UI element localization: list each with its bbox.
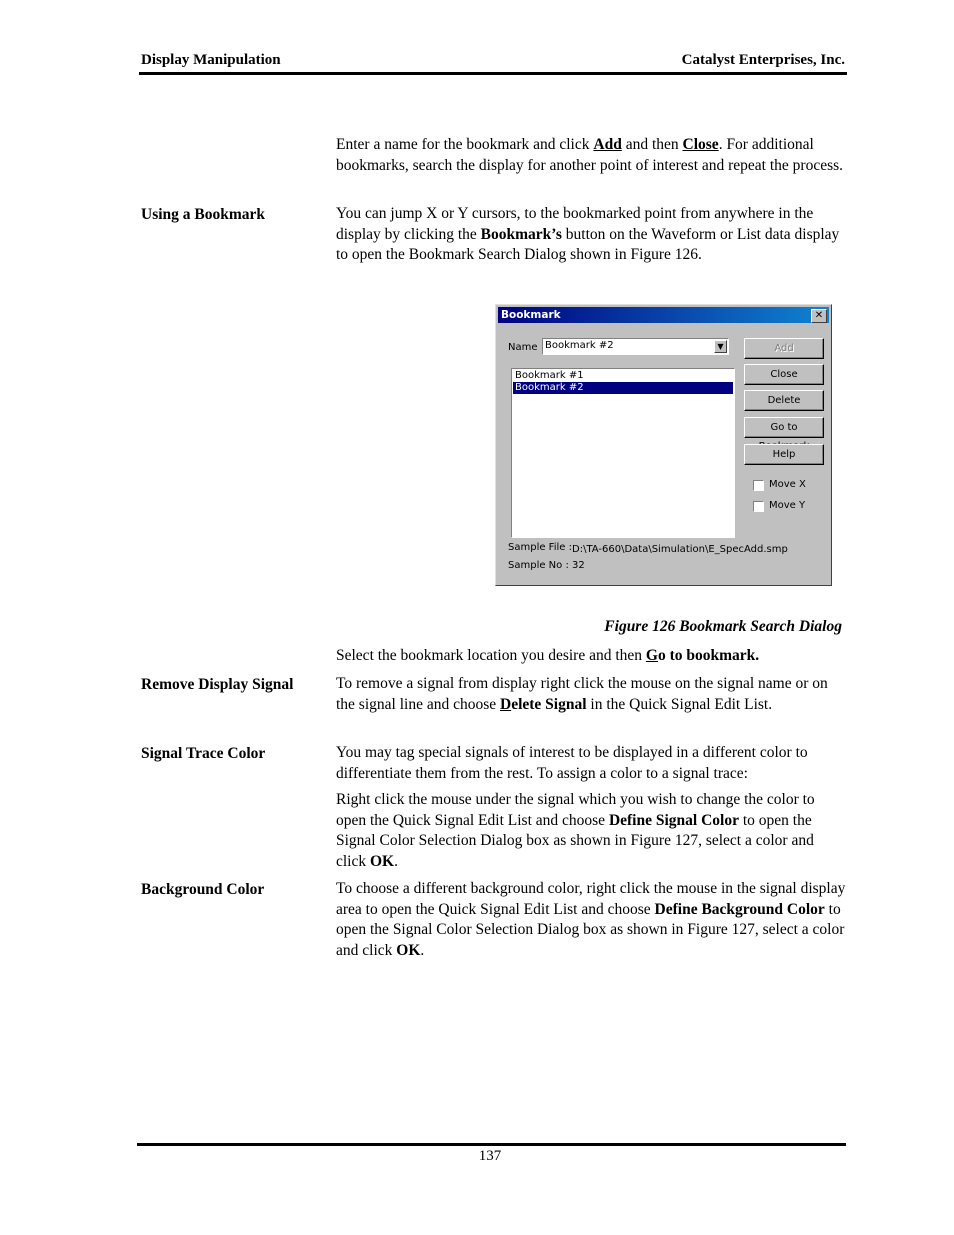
using-bookmark-paragraph: You can jump X or Y cursors, to the bookmarked point from anywhere in the display by clicking the Bookmark’s button on the Waveform or List data display to open the Bookmark Search Dialog shown in Figure 126.	[336, 205, 840, 263]
footer-rule	[137, 1143, 846, 1146]
list-item[interactable]: Bookmark #1	[515, 370, 584, 381]
header-rule	[139, 72, 847, 75]
trace-color-paragraph-1: You may tag special signals of interest to be displayed in a different color to differentiate them from the rest. To assign a color to a signal trace:	[336, 744, 808, 782]
trace-color-paragraph-2: Right click the mouse under the signal which you wish to change the color to open the Quick Signal Edit List and choose Define Signal Color to open the Signal Color Selection Dialog box as shown in Figure 127, select a color and click OK.	[336, 791, 815, 870]
sample-file-label: Sample File :	[508, 542, 572, 553]
name-label: Name	[508, 342, 538, 353]
dialog-title: Bookmark	[501, 309, 561, 321]
close-icon[interactable]: ✕	[811, 309, 827, 323]
sample-no-label: Sample No :	[508, 560, 569, 571]
figure-caption: Figure 126 Bookmark Search Dialog	[604, 618, 842, 635]
header-section-title: Display Manipulation	[141, 52, 281, 68]
heading-background-color: Background Color	[141, 881, 265, 898]
bookmark-dialog	[495, 304, 832, 586]
heading-remove-display-signal: Remove Display Signal	[141, 676, 294, 693]
move-x-label: Move X	[769, 479, 806, 490]
move-y-label: Move Y	[769, 500, 806, 511]
heading-using-bookmark: Using a Bookmark	[141, 206, 266, 223]
list-item-selected[interactable]: Bookmark #2	[513, 382, 733, 394]
bookmark-list[interactable]	[511, 368, 735, 538]
sample-no-value: 32	[572, 560, 585, 571]
name-combobox[interactable]	[542, 338, 729, 355]
heading-signal-trace-color: Signal Trace Color	[141, 745, 266, 762]
intro-paragraph: Enter a name for the bookmark and click Add and then Close. For additional bookmarks, search the display for another point of interest and repeat the process.	[336, 136, 844, 174]
select-paragraph: Select the bookmark location you desire and then Go to bookmark.	[336, 647, 760, 664]
move-x-checkbox[interactable]	[753, 480, 764, 491]
header-company-name: Catalyst Enterprises, Inc.	[681, 52, 845, 68]
remove-signal-paragraph: To remove a signal from display right click the mouse on the signal name or on the signal line and choose Delete Signal in the Quick Signal Edit List.	[336, 675, 828, 713]
close-button[interactable]: Close	[744, 364, 824, 385]
delete-button[interactable]: Delete	[744, 390, 824, 411]
sample-file-value: D:\TA-660\Data\Simulation\E_SpecAdd.smp	[572, 544, 788, 555]
dialog-titlebar	[498, 307, 829, 323]
move-y-checkbox[interactable]	[753, 501, 764, 512]
add-button[interactable]: Add	[744, 338, 824, 359]
page-number: 137	[478, 1148, 502, 1164]
help-button[interactable]: Help	[744, 444, 824, 465]
go-to-bookmark-button[interactable]: Go to	[744, 417, 824, 438]
name-combobox-value: Bookmark #2	[545, 340, 614, 351]
background-color-paragraph: To choose a different background color, right click the mouse in the signal display area to open the Quick Signal Edit List and choose Define Background Color to open the Signal Color Selection Dialog box as shown in Figure 127, select a color and click OK.	[336, 880, 846, 959]
chevron-down-icon[interactable]: ▼	[714, 340, 727, 353]
